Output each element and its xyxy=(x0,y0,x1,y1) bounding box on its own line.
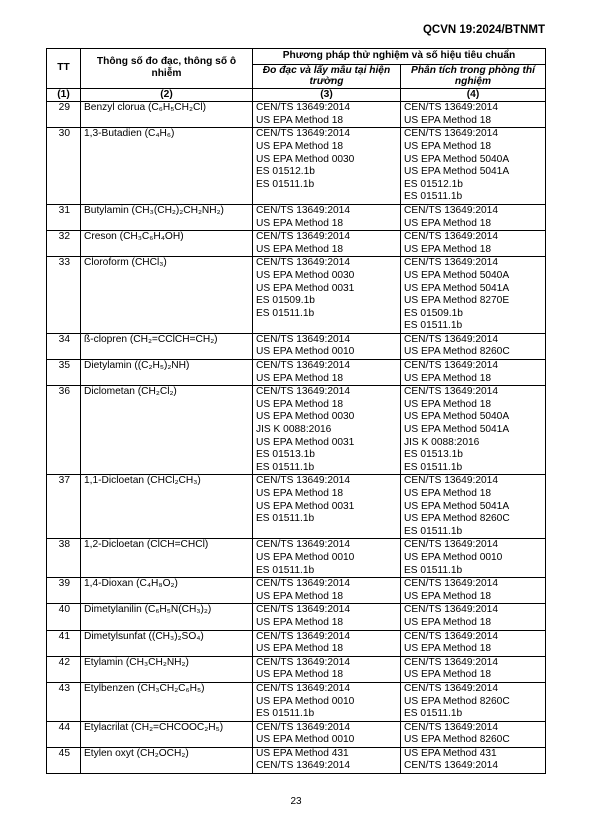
field-method: ES 01513.1b xyxy=(256,449,315,461)
field-method: ES 01511.1b xyxy=(256,178,315,190)
lab-method: ES 01511.1b xyxy=(404,708,463,720)
row-number: 34 xyxy=(47,333,81,359)
field-method: US EPA Method 0010 xyxy=(256,695,355,707)
lab-method: CEN/TS 13649:2014 xyxy=(404,682,499,694)
lab-method: ES 01511.1b xyxy=(404,525,463,537)
table-row xyxy=(47,604,546,630)
table-row xyxy=(47,231,546,257)
field-methods-cell xyxy=(253,539,401,578)
field-method: US EPA Method 18 xyxy=(256,669,344,681)
row-number: 32 xyxy=(47,231,81,257)
field-method: CEN/TS 13649:2014 xyxy=(256,475,351,487)
field-method: ES 01512.1b xyxy=(256,166,315,178)
field-method: CEN/TS 13649:2014 xyxy=(256,102,351,114)
field-method: US EPA Method 0010 xyxy=(256,734,355,746)
table-row xyxy=(47,539,546,578)
field-method: US EPA Method 18 xyxy=(256,398,344,410)
parameter-name: Dimetylanilin (C₆H₅N(CH₃)₂) xyxy=(81,604,253,630)
field-methods-cell xyxy=(253,604,401,630)
lab-method: CEN/TS 13649:2014 xyxy=(404,386,499,398)
lab-method: CEN/TS 13649:2014 xyxy=(404,231,499,243)
field-method: US EPA Method 0010 xyxy=(256,346,355,358)
table-row xyxy=(47,475,546,539)
lab-method: CEN/TS 13649:2014 xyxy=(404,604,499,616)
parameter-name: Cloroform (CHCl₃) xyxy=(81,257,253,334)
table-row xyxy=(47,204,546,230)
lab-methods-cell xyxy=(401,360,546,386)
table-row xyxy=(47,333,546,359)
field-method: US EPA Method 0031 xyxy=(256,500,355,512)
lab-method: CEN/TS 13649:2014 xyxy=(404,102,499,114)
lab-method: ES 01511.1b xyxy=(404,191,463,203)
lab-method: US EPA Method 5041A xyxy=(404,424,510,436)
row-number: 45 xyxy=(47,747,81,773)
lab-methods-cell xyxy=(401,630,546,656)
table-row xyxy=(47,721,546,747)
field-methods-cell xyxy=(253,630,401,656)
lab-method: US EPA Method 8260C xyxy=(404,695,510,707)
lab-method: CEN/TS 13649:2014 xyxy=(404,333,499,345)
field-method: CEN/TS 13649:2014 xyxy=(256,721,351,733)
lab-methods-cell xyxy=(401,204,546,230)
row-number: 42 xyxy=(47,656,81,682)
field-method: CEN/TS 13649:2014 xyxy=(256,630,351,642)
column-number: (2) xyxy=(81,88,253,102)
parameter-name: Butylamin (CH₃(CH₂)₂CH₂NH₂) xyxy=(81,204,253,230)
lab-method: CEN/TS 13649:2014 xyxy=(404,539,499,551)
table-row xyxy=(47,682,546,721)
parameter-name: ß-clopren (CH₂=CClCH=CH₂) xyxy=(81,333,253,359)
parameter-name: Dimetylsunfat ((CH₃)₂SO₄) xyxy=(81,630,253,656)
lab-method: US EPA Method 8260C xyxy=(404,346,510,358)
lab-methods-cell xyxy=(401,656,546,682)
field-method: CEN/TS 13649:2014 xyxy=(256,128,351,140)
parameter-name: 1,2-Dicloetan (ClCH=CHCl) xyxy=(81,539,253,578)
lab-method: ES 01512.1b xyxy=(404,178,463,190)
row-number: 37 xyxy=(47,475,81,539)
lab-method: US EPA Method 431 xyxy=(404,747,497,759)
field-method: CEN/TS 13649:2014 xyxy=(256,231,351,243)
field-method: ES 01509.1b xyxy=(256,295,315,307)
parameter-name: Etylamin (CH₃CH₂NH₂) xyxy=(81,656,253,682)
column-number: (1) xyxy=(47,88,81,102)
field-methods-cell xyxy=(253,682,401,721)
lab-methods-cell xyxy=(401,333,546,359)
row-number: 44 xyxy=(47,721,81,747)
field-method: CEN/TS 13649:2014 xyxy=(256,760,351,772)
lab-method: CEN/TS 13649:2014 xyxy=(404,760,499,772)
field-method: CEN/TS 13649:2014 xyxy=(256,386,351,398)
table-body xyxy=(47,102,546,774)
field-methods-cell xyxy=(253,204,401,230)
lab-method: US EPA Method 18 xyxy=(404,590,492,602)
field-method: US EPA Method 18 xyxy=(256,372,344,384)
field-method: CEN/TS 13649:2014 xyxy=(256,360,351,372)
parameter-name: 1,1-Dicloetan (CHCl₂CH₃) xyxy=(81,475,253,539)
lab-method: US EPA Method 18 xyxy=(404,643,492,655)
field-method: US EPA Method 18 xyxy=(256,114,344,126)
row-number: 38 xyxy=(47,539,81,578)
lab-method: CEN/TS 13649:2014 xyxy=(404,630,499,642)
field-method: US EPA Method 431 xyxy=(256,747,349,759)
column-number: (4) xyxy=(401,88,546,102)
field-methods-cell xyxy=(253,475,401,539)
header-field-method: Đo đạc và lấy mẫu tại hiện trường xyxy=(253,64,401,88)
column-number: (3) xyxy=(253,88,401,102)
lab-method: ES 01509.1b xyxy=(404,307,463,319)
lab-method: US EPA Method 18 xyxy=(404,616,492,628)
parameter-name: Dietylamin ((C₂H₅)₂NH) xyxy=(81,360,253,386)
field-methods-cell xyxy=(253,360,401,386)
lab-method: ES 01511.1b xyxy=(404,564,463,576)
row-number: 33 xyxy=(47,257,81,334)
header-tt: TT xyxy=(47,49,81,89)
table-row xyxy=(47,257,546,334)
row-number: 29 xyxy=(47,102,81,128)
field-method: ES 01511.1b xyxy=(256,461,315,473)
row-number: 35 xyxy=(47,360,81,386)
field-methods-cell xyxy=(253,747,401,773)
lab-methods-cell xyxy=(401,102,546,128)
lab-method: US EPA Method 8270E xyxy=(404,295,510,307)
parameter-name: Benzyl clorua (C₆H₅CH₂Cl) xyxy=(81,102,253,128)
methods-table xyxy=(46,48,546,774)
table-row xyxy=(47,578,546,604)
field-method: US EPA Method 18 xyxy=(256,643,344,655)
parameter-name: Creson (CH₃C₆H₄OH) xyxy=(81,231,253,257)
lab-method: CEN/TS 13649:2014 xyxy=(404,578,499,590)
lab-methods-cell xyxy=(401,231,546,257)
lab-method: CEN/TS 13649:2014 xyxy=(404,257,499,269)
lab-methods-cell xyxy=(401,386,546,475)
table-row xyxy=(47,128,546,205)
lab-method: US EPA Method 18 xyxy=(404,398,492,410)
field-method: US EPA Method 18 xyxy=(256,140,344,152)
lab-method: US EPA Method 0010 xyxy=(404,551,503,563)
header-lab-method: Phân tích trong phòng thí nghiệm xyxy=(401,64,546,88)
table-row xyxy=(47,656,546,682)
lab-method: CEN/TS 13649:2014 xyxy=(404,360,499,372)
lab-method: US EPA Method 5041A xyxy=(404,500,510,512)
field-method: ES 01511.1b xyxy=(256,708,315,720)
field-method: CEN/TS 13649:2014 xyxy=(256,578,351,590)
lab-method: US EPA Method 8260C xyxy=(404,513,510,525)
lab-method: US EPA Method 5041A xyxy=(404,166,510,178)
parameter-name: Diclometan (CH₂Cl₂) xyxy=(81,386,253,475)
field-method: CEN/TS 13649:2014 xyxy=(256,257,351,269)
lab-method: US EPA Method 5041A xyxy=(404,282,510,294)
field-method: US EPA Method 0010 xyxy=(256,551,355,563)
row-number: 41 xyxy=(47,630,81,656)
table-row xyxy=(47,747,546,773)
field-methods-cell xyxy=(253,102,401,128)
field-methods-cell xyxy=(253,333,401,359)
page-number: 23 xyxy=(290,796,302,807)
lab-methods-cell xyxy=(401,721,546,747)
lab-method: US EPA Method 18 xyxy=(404,669,492,681)
field-method: US EPA Method 0030 xyxy=(256,153,355,165)
field-method: ES 01511.1b xyxy=(256,564,315,576)
header-method-group: Phương pháp thử nghiệm và số hiệu tiêu chuẩn xyxy=(253,49,546,65)
field-methods-cell xyxy=(253,721,401,747)
lab-method: US EPA Method 18 xyxy=(404,140,492,152)
lab-method: US EPA Method 18 xyxy=(404,114,492,126)
table-row xyxy=(47,630,546,656)
lab-methods-cell xyxy=(401,604,546,630)
lab-method: CEN/TS 13649:2014 xyxy=(404,204,499,216)
field-method: US EPA Method 0031 xyxy=(256,436,355,448)
row-number: 40 xyxy=(47,604,81,630)
field-method: US EPA Method 18 xyxy=(256,217,344,229)
lab-method: CEN/TS 13649:2014 xyxy=(404,475,499,487)
field-methods-cell xyxy=(253,656,401,682)
field-method: US EPA Method 0031 xyxy=(256,282,355,294)
table-row xyxy=(47,386,546,475)
parameter-name: 1,4-Dioxan (C₄H₈O₂) xyxy=(81,578,253,604)
table-row xyxy=(47,360,546,386)
field-method: CEN/TS 13649:2014 xyxy=(256,539,351,551)
lab-method: ES 01513.1b xyxy=(404,449,463,461)
lab-methods-cell xyxy=(401,578,546,604)
header-parameter: Thông số đo đạc, thông số ô nhiễm xyxy=(81,49,253,89)
row-number: 36 xyxy=(47,386,81,475)
field-method: CEN/TS 13649:2014 xyxy=(256,204,351,216)
lab-methods-cell xyxy=(401,539,546,578)
lab-method: CEN/TS 13649:2014 xyxy=(404,656,499,668)
field-method: US EPA Method 18 xyxy=(256,243,344,255)
field-methods-cell xyxy=(253,128,401,205)
parameter-name: Etylbenzen (CH₃CH₂C₆H₅) xyxy=(81,682,253,721)
lab-method: US EPA Method 5040A xyxy=(404,153,510,165)
lab-methods-cell xyxy=(401,682,546,721)
lab-method: US EPA Method 5040A xyxy=(404,411,510,423)
field-methods-cell xyxy=(253,231,401,257)
lab-method: JIS K 0088:2016 xyxy=(404,436,480,448)
lab-method: US EPA Method 18 xyxy=(404,217,492,229)
field-method: US EPA Method 0030 xyxy=(256,411,355,423)
table-row xyxy=(47,102,546,128)
field-method: JIS K 0088:2016 xyxy=(256,424,332,436)
field-method: CEN/TS 13649:2014 xyxy=(256,682,351,694)
lab-method: CEN/TS 13649:2014 xyxy=(404,128,499,140)
row-number: 31 xyxy=(47,204,81,230)
parameter-name: 1,3-Butadien (C₄H₆) xyxy=(81,128,253,205)
document-code: QCVN 19:2024/BTNMT xyxy=(422,24,545,36)
parameter-name: Etylacrilat (CH₂=CHCOOC₂H₅) xyxy=(81,721,253,747)
field-method: CEN/TS 13649:2014 xyxy=(256,656,351,668)
lab-method: US EPA Method 18 xyxy=(404,243,492,255)
lab-methods-cell xyxy=(401,475,546,539)
field-method: US EPA Method 18 xyxy=(256,616,344,628)
field-method: US EPA Method 0030 xyxy=(256,269,355,281)
lab-method: US EPA Method 5040A xyxy=(404,269,510,281)
row-number: 39 xyxy=(47,578,81,604)
row-number: 43 xyxy=(47,682,81,721)
field-method: CEN/TS 13649:2014 xyxy=(256,333,351,345)
field-methods-cell xyxy=(253,257,401,334)
lab-methods-cell xyxy=(401,128,546,205)
field-method: US EPA Method 18 xyxy=(256,590,344,602)
field-methods-cell xyxy=(253,578,401,604)
lab-method: CEN/TS 13649:2014 xyxy=(404,721,499,733)
lab-method: ES 01511.1b xyxy=(404,461,463,473)
lab-method: US EPA Method 8260C xyxy=(404,734,510,746)
lab-methods-cell xyxy=(401,257,546,334)
lab-method: ES 01511.1b xyxy=(404,320,463,332)
field-methods-cell xyxy=(253,386,401,475)
lab-method: US EPA Method 18 xyxy=(404,488,492,499)
field-method: CEN/TS 13649:2014 xyxy=(256,604,351,616)
parameter-name: Etylen oxyt (CH₂OCH₂) xyxy=(81,747,253,773)
lab-method: US EPA Method 18 xyxy=(404,372,492,384)
field-method: ES 01511.1b xyxy=(256,513,315,525)
lab-methods-cell xyxy=(401,747,546,773)
field-method: ES 01511.1b xyxy=(256,307,315,319)
row-number: 30 xyxy=(47,128,81,205)
field-method: US EPA Method 18 xyxy=(256,488,344,499)
